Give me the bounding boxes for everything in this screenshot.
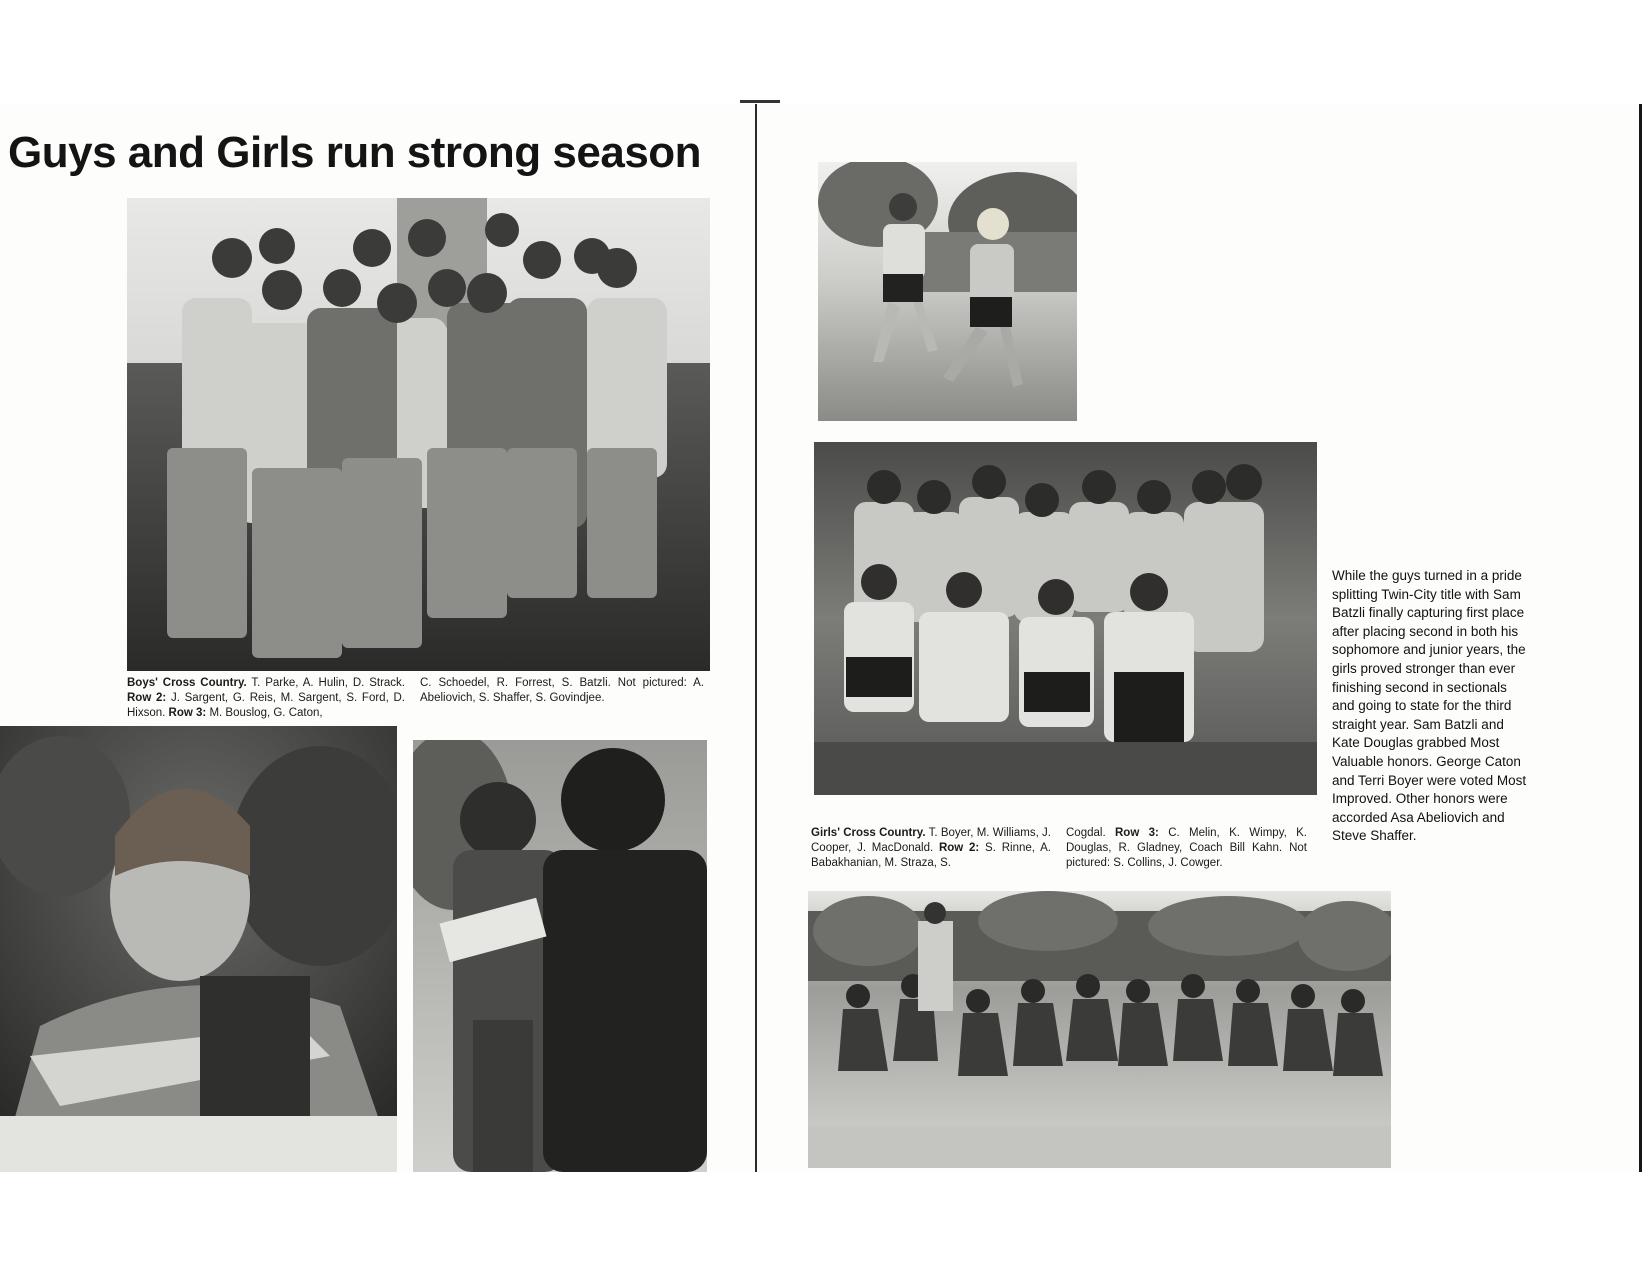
boys-caption-col1 [127,676,405,721]
story-text: While the guys turned in a pride splitting Twin-City title with Sam Batzli finally capturing first place after placing second in both his sophomore and junior years, the girls proved stronger than ever finishing second in sectionals and going to state for the third straight year. Sam Batzli and Kate Douglas grabbed Most Valuable honors. George Caton and Terri Boyer were voted Most Improved. Other honors were accorded Asa Abeliovich and Steve Shaffer. [1332,568,1527,844]
page-headline: Guys and Girls run strong season [8,128,702,177]
race-start-image [808,891,1391,1168]
girls-caption-row2: S. Rinne, A. Babakhanian, M. Straza, S. [811,842,1051,869]
runner-stretching-photo [0,726,397,1172]
boys-team-photo [127,198,710,671]
girls-caption-title: Girls' Cross Country. [811,827,926,839]
boys-caption-title: Boys' Cross Country. [127,677,247,689]
boys-caption-row1: T. Parke, A. Hulin, D. Strack. [246,677,406,689]
girls-caption-col2 [1066,826,1307,871]
runner-stretching-image [0,726,397,1172]
gutter-mark [740,100,780,103]
two-runners-photo [818,162,1077,421]
girls-caption-col1 [811,826,1051,871]
boys-caption-col2: C. Schoedel, R. Forrest, S. Batzli. Not pictured: A. Abeliovich, S. Shaffer, S. Govindjee. [420,677,704,704]
girls-team-photo [814,442,1317,795]
boys-caption-row3: M. Bouslog, G. Caton, [206,707,323,719]
coaches-clipboard-image [413,740,707,1172]
girls-caption-row2-label: Row 2: [938,842,980,854]
girls-caption-row3: C. Melin, K. Wimpy, K. Douglas, R. Gladney, Coach Bill Kahn. Not pictured: S. Collins, J. Cowger. [1066,827,1307,869]
girls-caption-lead: Cogdal. [1066,827,1115,839]
boys-caption-row2: J. Sargent, G. Reis, M. Sargent, S. Ford, D. Hixson. [127,692,405,719]
coaches-clipboard-photo [413,740,707,1172]
race-start-photo [808,891,1391,1168]
boys-team-image [127,198,710,671]
girls-caption-row1: T. Boyer, M. Williams, J. Cooper, J. MacDonald. [811,827,1051,854]
girls-caption-row3-label: Row 3: [1115,827,1159,839]
two-runners-image [818,162,1077,421]
girls-team-image [814,442,1317,795]
boys-caption-row3-label: Row 3: [168,707,207,719]
boys-caption-row2-label: Row 2: [127,692,167,704]
